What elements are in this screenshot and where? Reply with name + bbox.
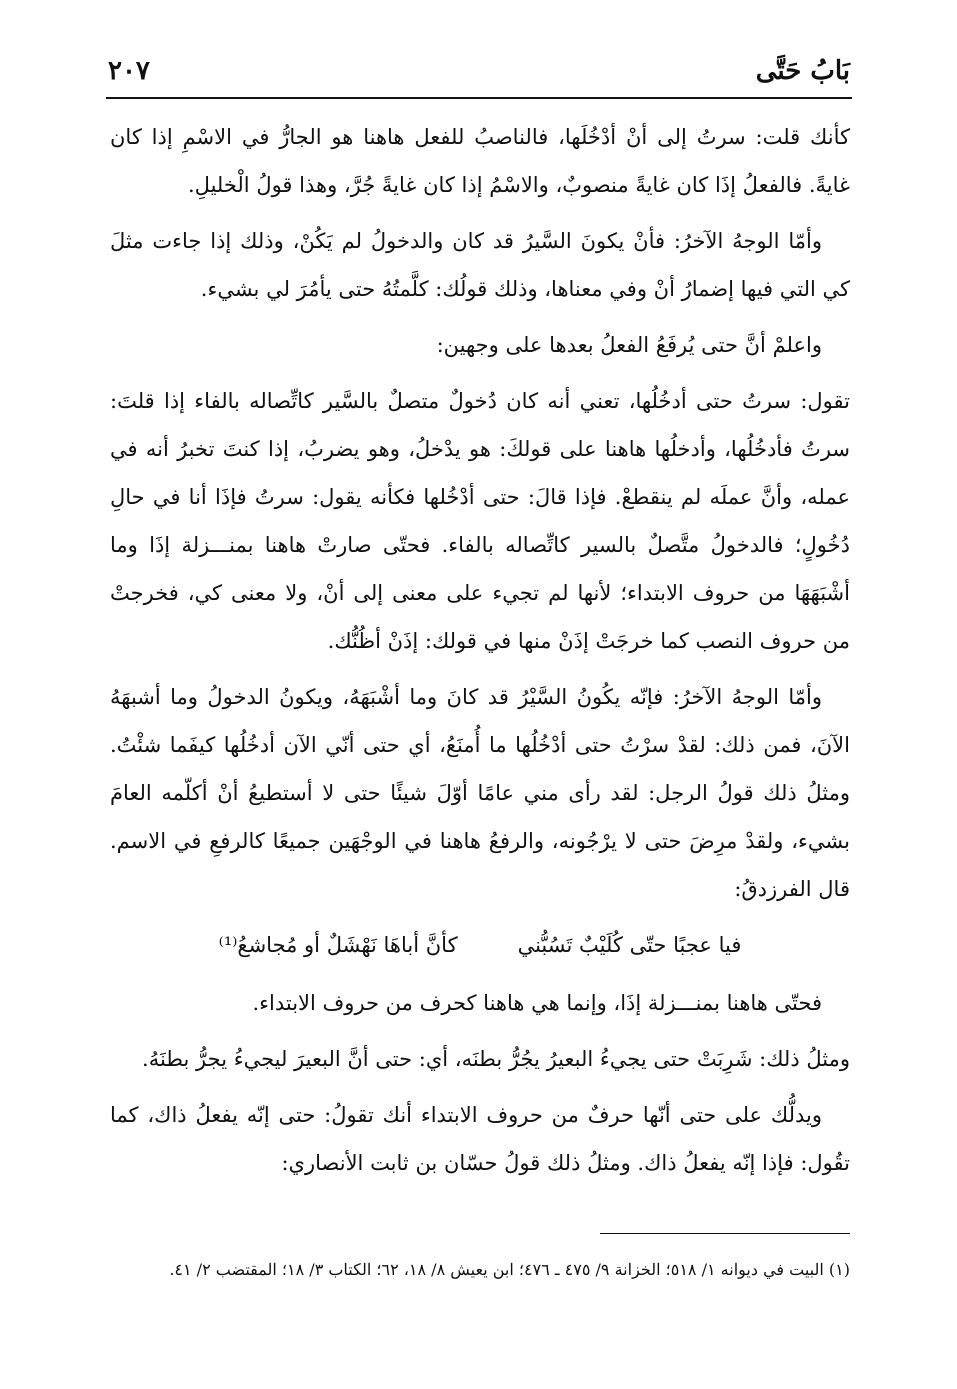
footnote: (١) البيت في ديوانه ١/ ٥١٨؛ الخزانة ٩/ ٤٧٥ ـ ٤٧٦؛ ابن يعيش ٨/ ١٨، ٦٢؛ الكتاب ٣/ ١٨؛ المقتضب ٢/ ٤١. (169, 1260, 850, 1279)
page-number: ٢٠٧ (108, 56, 150, 86)
footnote-rule (600, 1233, 850, 1234)
verse-second-hemistich: كأنَّ أباهَا نَهْشَلٌ أو مُجاشعُ⁽¹⁾ (218, 933, 458, 957)
paragraph: ويدلُّك على حتى أنّها حرفٌ من حروف الابتداء أنك تقولُ: حتى إنّه يفعلُ ذاك، كما تقُول: فإذا إنّه يفعلُ ذاك. ومثلُ ذلك قولُ حسّان بن ثابت الأنصاري: (110, 1103, 850, 1175)
chapter-title: بَابُ حَتَّى (755, 56, 850, 86)
paragraph: فحتّى هاهنا بمنـــزلة إذَا، وإنما هي هاهنا كحرف من حروف الابتداء. (252, 991, 822, 1015)
paragraph: كأنك قلت: سرتُ إلى أنْ أدْخُلَها، فالناصبُ للفعل هاهنا هو الجارُّ في الاسْمِ إذا كان غايةً. فالفعلُ إذَا كان غايةً منصوبٌ، والاسْمُ إذا كان غايةً جُرَّ، وهذا قولُ الْخليلِ. (110, 125, 850, 197)
paragraph: وأمّا الوجهُ الآخرُ: فإنّه يكُونُ السَّيْرُ قد كانَ وما أشْبَهَهُ، ويكونُ الدخولُ وما أشبهَهُ الآنَ، فمن ذلك: لقدْ سرْتُ حتى أدْخُلُها ما أُمنَعُ، أي حتى أنّي الآن أدخُلُها كيفَما شئْتُ. ومثلُ ذلك قولُ الرجل: لقد رأى مني عامًا أوّلَ شيئًا حتى لا أستطيعُ أنْ أكلّمه العامَ بشيء، ولقدْ مرِضَ حتى لا يرْجُونه، والرفعُ هاهنا في الوجْهَين جميعًا كالرفعِ في الاسم. قال الفرزدقُ: (110, 685, 850, 901)
main-text (110, 113, 850, 1195)
paragraph: ومثلُ ذلك: شَرِبَتْ حتى يجيءُ البعيرُ يجُرُّ بطنَه، أي: حتى أنَّ البعيرَ ليجيءُ يجرُّ بطنَهُ. (142, 1047, 850, 1071)
verse-first-hemistich: فيا عجبًا حتّى كُلَيْبٌ تَسُبُّني (517, 933, 742, 957)
poetry-verse (110, 921, 850, 969)
paragraph: وأمّا الوجهُ الآخرُ: فأنْ يكونَ السَّيرُ قد كان والدخولُ لم يَكُنْ، وذلك إذا جاءت مثلَ كي التي فيها إضمارُ أنْ وفي معناها، وذلك قولُك: كلَّمتُهُ حتى يأمُرَ لي بشيء. (110, 229, 850, 301)
header-rule (106, 97, 852, 99)
paragraph: واعلمْ أنَّ حتى يُرفَعُ الفعلُ بعدها على وجهين: (436, 333, 822, 357)
paragraph: تقول: سرتُ حتى أدخُلُها، تعني أنه كان دُخولٌ متصلٌ بالسَّير كاتِّصاله بالفاء إذا قلتَ: سرتُ فأدخُلُها، وأدخلُها هاهنا على قولكَ: هو يدْخلُ، وهو يضربُ، إذا كنتَ تخبرُ أنه في عمله، وأنَّ عملَه لم ينقطعْ. فإذا قالَ: حتى أدْخُلها فكأنه يقول: سرتُ فإذَا أنا في حالِ دُخُولٍ؛ فالدخولُ متَّصلٌ بالسير كاتِّصاله بالفاء. فحتّى صارتْ هاهنا بمنـــزلة إذَا وما أشْبَهَهَا من حروف الابتداء؛ لأنها لم تجيء على معنى إلى أنْ، ولا معنى كي، فخرجتْ من حروف النصب كما خرجَتْ إذَنْ منها في قولك: إذَنْ أظُنُّك. (110, 389, 850, 653)
running-header (108, 50, 850, 96)
